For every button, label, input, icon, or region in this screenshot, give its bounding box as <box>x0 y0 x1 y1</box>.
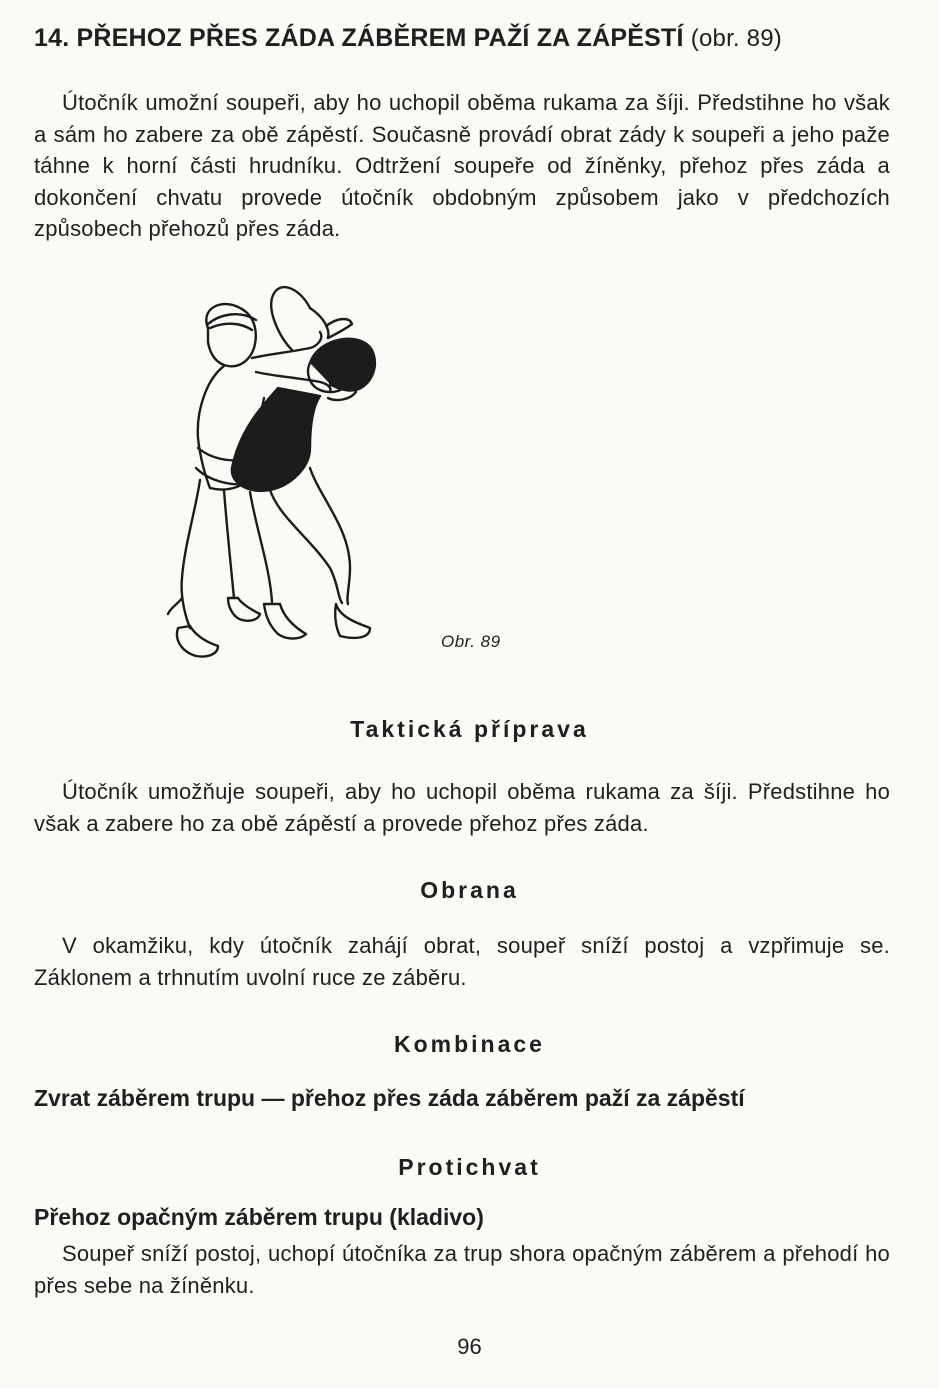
attacker-shoe-right <box>228 598 260 621</box>
counter-subtitle: Přehoz opačným záběrem trupu (kladivo) <box>34 1204 484 1230</box>
page-number: 96 <box>457 1334 482 1359</box>
combination-title: Kombinace <box>394 1031 545 1057</box>
wrestlers-illustration <box>160 268 390 668</box>
tactic-paragraph <box>34 776 890 839</box>
counter-text: Soupeř sníží postoj, uchopí útočníka za trup shora opačným záběrem a přehodí ho přes sebe na žíněnku. <box>34 1241 890 1298</box>
counter-title: Protichvat <box>398 1154 541 1180</box>
combination-line: Zvrat záběrem trupu — přehoz přes záda záběrem paží za zápěstí <box>34 1085 745 1111</box>
defense-paragraph <box>34 930 890 993</box>
defender-shoe-right <box>335 604 370 638</box>
heading-number: 14. <box>34 24 70 52</box>
figure-caption: Obr. 89 <box>441 632 501 651</box>
defender-shoe-left <box>264 604 306 639</box>
tactic-text: Útočník umožňuje soupeři, aby ho uchopil oběma rukama za šíji. Předstihne ho však a zabere ho za obě zápěstí a provede přehoz přes záda. <box>34 779 890 836</box>
heading-title: PŘEHOZ PŘES ZÁDA ZÁBĚREM PAŽÍ ZA ZÁPĚSTÍ <box>76 24 684 52</box>
chapter-heading <box>34 24 904 53</box>
defender-singlet <box>232 388 320 491</box>
heading-figure-ref: (obr. 89) <box>690 25 782 52</box>
intro-paragraph <box>34 87 890 245</box>
defender-arm-left <box>271 287 310 350</box>
defense-text: V okamžiku, kdy útočník zahájí obrat, soupeř sníží postoj a vzpřimuje se. Záklonem a trhnutím uvolní ruce ze záběru. <box>34 933 890 990</box>
attacker-shoe-left <box>177 626 218 657</box>
counter-paragraph <box>34 1238 890 1301</box>
intro-text: Útočník umožní soupeři, aby ho uchopil oběma rukama za šíji. Předstihne ho však a sám ho zabere za obě zápěstí. Současně provádí obrat zády k soupeři a jeho paže táhne k horní části hrudníku. Odtržení soupeře od žíněnky, přehoz přes záda a dokončení chvatu provede útočník obdobným způsobem jako v předchozích způsobech přehozů přes záda. <box>34 90 890 241</box>
tactic-title: Taktická příprava <box>350 716 589 742</box>
defense-title: Obrana <box>420 877 519 903</box>
